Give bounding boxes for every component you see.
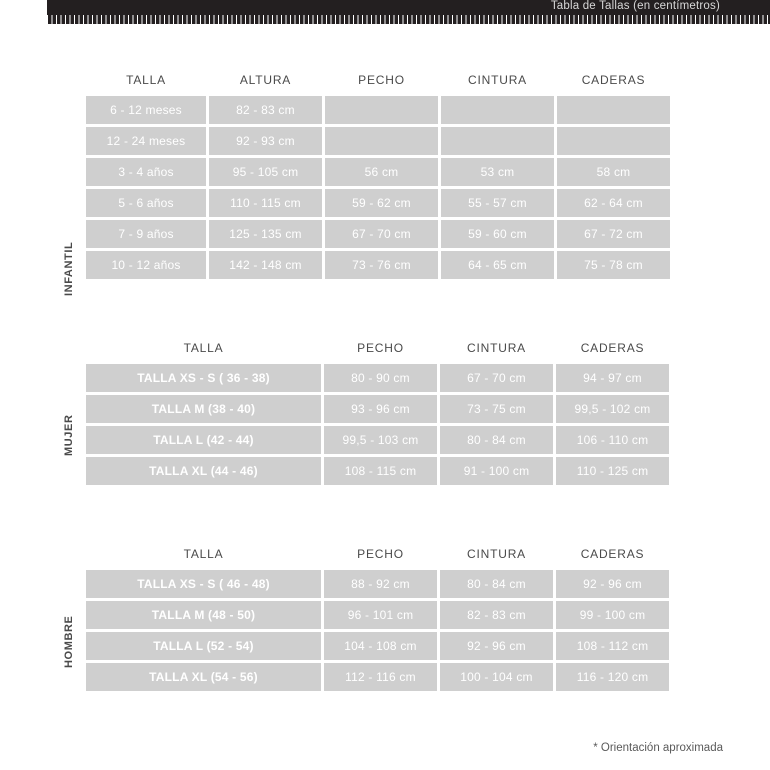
value-cell: 96 - 101 cm — [324, 601, 437, 629]
size-cell: 10 - 12 años — [86, 251, 206, 279]
table-block-infantil — [63, 66, 673, 296]
value-cell: 104 - 108 cm — [324, 632, 437, 660]
size-cell: 6 - 12 meses — [86, 96, 206, 124]
value-cell: 53 cm — [441, 158, 554, 186]
value-cell: 110 - 125 cm — [556, 457, 669, 485]
value-cell: 92 - 96 cm — [556, 570, 669, 598]
column-header: CADERAS — [581, 73, 646, 87]
side-label-hombre: HOMBRE — [63, 615, 75, 668]
table-row — [86, 127, 670, 155]
value-cell: 62 - 64 cm — [557, 189, 670, 217]
value-cell: 95 - 105 cm — [209, 158, 322, 186]
value-cell: 73 - 75 cm — [440, 395, 553, 423]
size-cell: TALLA L (52 - 54) — [86, 632, 321, 660]
table-row — [86, 632, 669, 660]
value-cell: 108 - 112 cm — [556, 632, 669, 660]
table-row — [86, 570, 669, 598]
value-cell: 59 - 62 cm — [325, 189, 438, 217]
table-header-row — [86, 543, 669, 567]
size-table-infantil — [83, 66, 673, 282]
table-header-row — [86, 69, 670, 93]
table-row — [86, 220, 670, 248]
column-header: PECHO — [357, 547, 404, 561]
value-cell: 106 - 110 cm — [556, 426, 669, 454]
header-banner — [47, 0, 770, 24]
value-cell: 75 - 78 cm — [557, 251, 670, 279]
size-cell: TALLA M (38 - 40) — [86, 395, 321, 423]
value-cell: 82 - 83 cm — [440, 601, 553, 629]
size-cell: 5 - 6 años — [86, 189, 206, 217]
size-cell: 12 - 24 meses — [86, 127, 206, 155]
side-label-infantil: INFANTIL — [63, 241, 75, 296]
value-cell: 99,5 - 102 cm — [556, 395, 669, 423]
value-cell: 92 - 96 cm — [440, 632, 553, 660]
value-cell — [441, 96, 554, 124]
size-cell: TALLA M (48 - 50) — [86, 601, 321, 629]
footnote: * Orientación aproximada — [593, 742, 723, 754]
column-header: CINTURA — [468, 73, 527, 87]
table-row — [86, 158, 670, 186]
table-row — [86, 601, 669, 629]
column-header: CINTURA — [467, 547, 526, 561]
table-row — [86, 189, 670, 217]
table-row — [86, 663, 669, 691]
value-cell: 92 - 93 cm — [209, 127, 322, 155]
value-cell: 67 - 70 cm — [325, 220, 438, 248]
banner-title: Tabla de Tallas (en centímetros) — [550, 0, 720, 12]
column-header: TALLA — [183, 341, 224, 355]
value-cell — [557, 96, 670, 124]
value-cell — [325, 127, 438, 155]
column-header: CADERAS — [580, 341, 645, 355]
value-cell: 64 - 65 cm — [441, 251, 554, 279]
value-cell: 108 - 115 cm — [324, 457, 437, 485]
value-cell: 125 - 135 cm — [209, 220, 322, 248]
table-row — [86, 96, 670, 124]
size-cell: TALLA XS - S ( 46 - 48) — [86, 570, 321, 598]
value-cell — [325, 96, 438, 124]
column-header: PECHO — [357, 341, 404, 355]
value-cell: 73 - 76 cm — [325, 251, 438, 279]
table-block-mujer — [63, 334, 672, 488]
value-cell: 93 - 96 cm — [324, 395, 437, 423]
value-cell: 112 - 116 cm — [324, 663, 437, 691]
value-cell: 99,5 - 103 cm — [324, 426, 437, 454]
value-cell: 110 - 115 cm — [209, 189, 322, 217]
size-cell: TALLA L (42 - 44) — [86, 426, 321, 454]
value-cell: 56 cm — [325, 158, 438, 186]
column-header: TALLA — [126, 73, 166, 87]
value-cell: 91 - 100 cm — [440, 457, 553, 485]
value-cell: 82 - 83 cm — [209, 96, 322, 124]
value-cell: 99 - 100 cm — [556, 601, 669, 629]
column-header: CADERAS — [580, 547, 645, 561]
table-row — [86, 457, 669, 485]
ruler-ticks-icon — [47, 15, 770, 24]
size-cell: 3 - 4 años — [86, 158, 206, 186]
size-cell: TALLA XL (54 - 56) — [86, 663, 321, 691]
value-cell — [441, 127, 554, 155]
value-cell: 142 - 148 cm — [209, 251, 322, 279]
table-header-row — [86, 337, 669, 361]
value-cell: 59 - 60 cm — [441, 220, 554, 248]
side-label-mujer: MUJER — [63, 414, 75, 456]
value-cell: 67 - 72 cm — [557, 220, 670, 248]
value-cell — [557, 127, 670, 155]
column-header: TALLA — [183, 547, 224, 561]
table-row — [86, 426, 669, 454]
value-cell: 88 - 92 cm — [324, 570, 437, 598]
value-cell: 100 - 104 cm — [440, 663, 553, 691]
size-cell: TALLA XS - S ( 36 - 38) — [86, 364, 321, 392]
table-block-hombre — [63, 540, 672, 694]
value-cell: 80 - 90 cm — [324, 364, 437, 392]
size-cell: TALLA XL (44 - 46) — [86, 457, 321, 485]
value-cell: 94 - 97 cm — [556, 364, 669, 392]
value-cell: 80 - 84 cm — [440, 426, 553, 454]
value-cell: 55 - 57 cm — [441, 189, 554, 217]
column-header: ALTURA — [239, 73, 292, 87]
value-cell: 80 - 84 cm — [440, 570, 553, 598]
size-cell: 7 - 9 años — [86, 220, 206, 248]
column-header: CINTURA — [467, 341, 526, 355]
value-cell: 58 cm — [557, 158, 670, 186]
column-header: PECHO — [358, 73, 405, 87]
table-row — [86, 251, 670, 279]
size-table-mujer — [83, 334, 672, 488]
size-table-hombre — [83, 540, 672, 694]
value-cell: 116 - 120 cm — [556, 663, 669, 691]
table-row — [86, 395, 669, 423]
table-row — [86, 364, 669, 392]
value-cell: 67 - 70 cm — [440, 364, 553, 392]
